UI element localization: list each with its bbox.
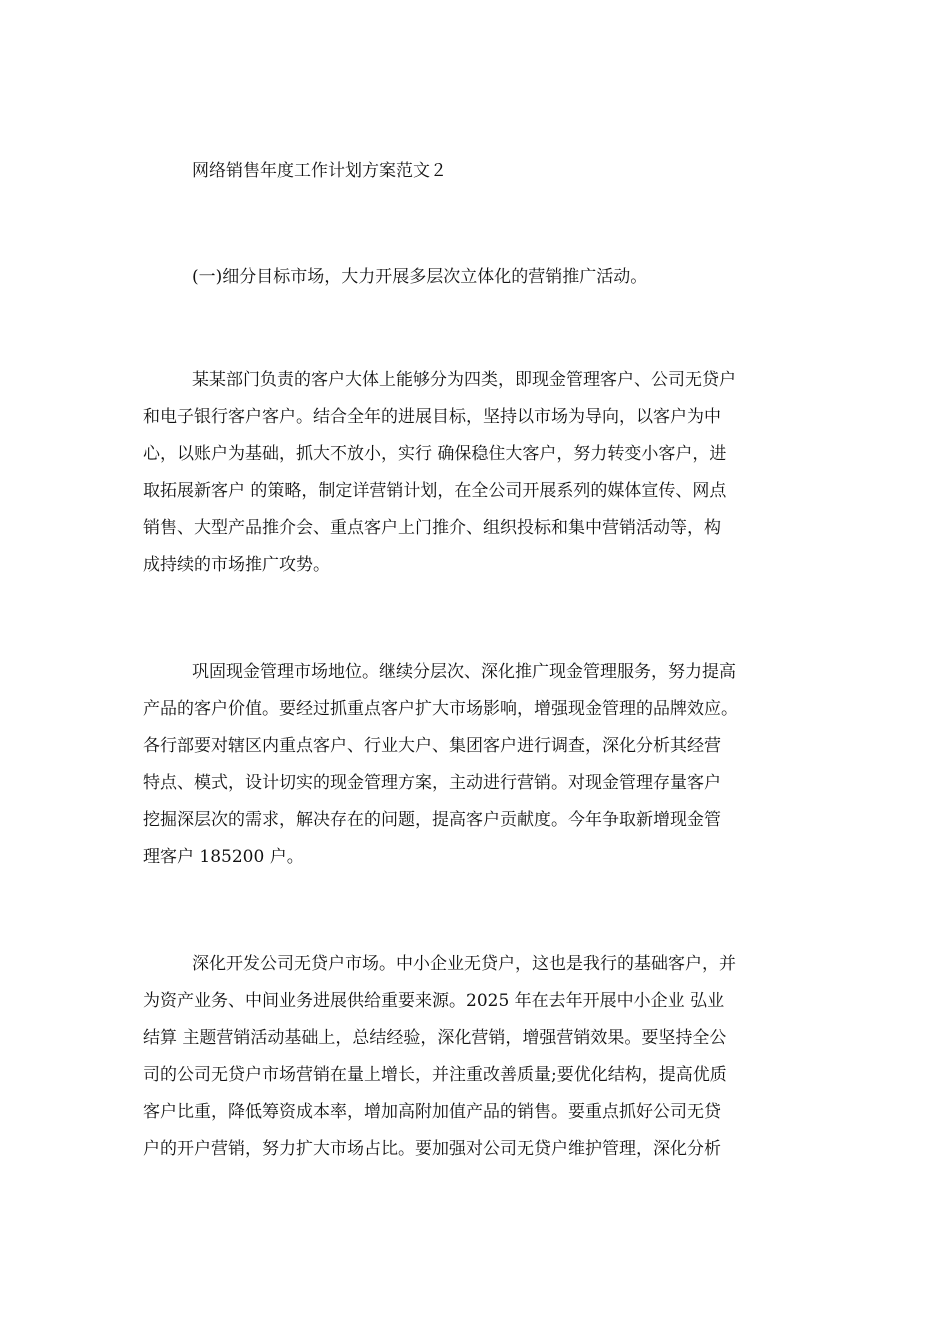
paragraph-line: 特点、模式，设计切实的现金管理方案，主动进行营销。对现金管理存量客户 [143,773,721,793]
paragraph-line: 户的开户营销，努力扩大市场占比。要加强对公司无贷户维护管理，深化分析 [143,1139,721,1159]
paragraph [143,946,823,1168]
paragraph-line: 理客户 185200 户。 [143,847,304,867]
paragraph-line: 某某部门负责的客户大体上能够分为四类，即现金管理客户、公司无贷户 [192,370,736,390]
paragraph-line: 司的公司无贷户市场营销在量上增长，并注重改善质量;要优化结构，提高优质 [143,1065,727,1085]
paragraph-line: 成持续的市场推广攻势。 [143,555,330,575]
paragraph-line: 取拓展新客户 的策略，制定详营销计划，在全公司开展系列的媒体宣传、网点 [143,481,727,501]
paragraph [143,362,823,584]
paragraph-line: 挖掘深层次的需求，解决存在的问题，提高客户贡献度。今年争取新增现金管 [143,810,721,830]
paragraph-line: 结算 主题营销活动基础上，总结经验，深化营销，增强营销效果。要坚持全公 [143,1028,727,1048]
paragraph [143,654,823,876]
paragraph-line: 和电子银行客户客户。结合全年的进展目标，坚持以市场为导向，以客户为中 [143,407,721,427]
paragraph-line: 各行部要对辖区内重点客户、行业大户、集团客户进行调查，深化分析其经营 [143,736,721,756]
paragraph-line: 产品的客户价值。要经过抓重点客户扩大市场影响，增强现金管理的品牌效应。 [143,699,738,719]
paragraph-line: 深化开发公司无贷户市场。中小企业无贷户，这也是我行的基础客户，并 [192,954,736,974]
paragraph-line: 为资产业务、中间业务进展供给重要来源。2025 年在去年开展中小企业 弘业 [143,991,725,1011]
paragraph-line: 心，以账户为基础，抓大不放小，实行 确保稳住大客户，努力转变小客户，进 [143,444,727,464]
section-heading: (一)细分目标市场，大力开展多层次立体化的营销推广活动。 [192,267,648,287]
paragraph-line: 客户比重，降低筹资成本率，增加高附加值产品的销售。要重点抓好公司无贷 [143,1102,721,1122]
document-title: 网络销售年度工作计划方案范文２ [192,161,447,181]
paragraph-line: 销售、大型产品推介会、重点客户上门推介、组织投标和集中营销活动等，构 [143,518,721,538]
paragraph-line: 巩固现金管理市场地位。继续分层次、深化推广现金管理服务，努力提高 [192,662,736,682]
